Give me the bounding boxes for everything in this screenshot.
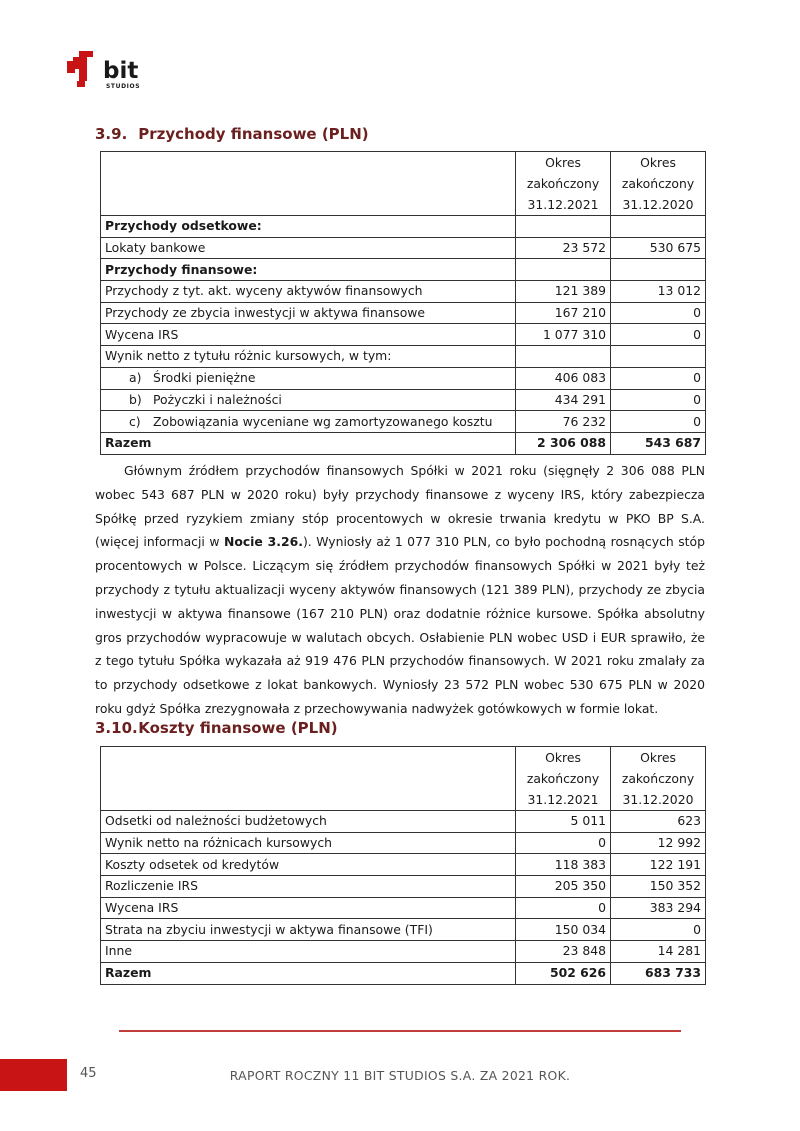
page-number: 45 xyxy=(80,1066,97,1081)
value-2021: 434 291 xyxy=(516,389,611,411)
row-label: Wynik netto na różnicach kursowych xyxy=(101,832,516,854)
row-label: Wycena IRS xyxy=(101,324,516,346)
header-text: 31.12.2020 xyxy=(622,197,694,212)
table-total-row xyxy=(101,432,706,454)
value-2021: 205 350 xyxy=(516,876,611,898)
finance-income-table xyxy=(100,151,706,455)
header-text: 31.12.2020 xyxy=(622,792,694,807)
value-2020: 0 xyxy=(611,919,706,941)
section-heading-finance-income xyxy=(95,125,369,143)
value-2021 xyxy=(516,346,611,368)
value-2021 xyxy=(516,216,611,238)
row-label: Rozliczenie IRS xyxy=(101,876,516,898)
value-2021: 23 848 xyxy=(516,941,611,963)
value-2020: 530 675 xyxy=(611,237,706,259)
row-label-cell xyxy=(101,411,516,433)
table-row xyxy=(101,302,706,324)
body-paragraph xyxy=(95,459,705,721)
row-label: Wycena IRS xyxy=(101,897,516,919)
value-2020 xyxy=(611,346,706,368)
row-label: Koszty odsetek od kredytów xyxy=(101,854,516,876)
row-label: Razem xyxy=(101,962,516,984)
row-label: Razem xyxy=(101,432,516,454)
value-2021: 23 572 xyxy=(516,237,611,259)
section-number: 3.10. xyxy=(95,719,138,737)
paragraph-text: ). Wyniosły aż 1 077 310 PLN, co było pochodną rosnących stóp procentowych w Polsce. Liczącym się źródłem przychodów finansowych Spółki w 2021 były też przychody z tytułu aktualizacji wyceny aktywów finansowych (121 389 PLN), przychody ze zbycia inwestycji w aktywa finansowe (167 210 PLN) oraz dodatnie różnice kursowe. Spółka absolutny gros przychodów wypracowuje w walutach obcych. Osłabienie PLN wobec USD i EUR sprawiło, że z tego tytułu Spółka wykazała aż 919 476 PLN przychodów finansowych. W 2021 roku zmalały za to przychody odsetkowe z lokat bankowych. Wyniosły 23 572 PLN wobec 530 675 PLN w 2020 roku gdyż Spółka zrezygnowała z przechowywania nadwyżek gotówkowych w formie lokat. xyxy=(95,534,705,716)
value-2021: 5 011 xyxy=(516,811,611,833)
header-text: 31.12.2021 xyxy=(527,197,599,212)
value-2021: 0 xyxy=(516,897,611,919)
table-row xyxy=(101,346,706,368)
row-label: Strata na zbyciu inwestycji w aktywa finansowe (TFI) xyxy=(101,919,516,941)
value-2020: 14 281 xyxy=(611,941,706,963)
row-label: Wynik netto z tytułu różnic kursowych, w tym: xyxy=(101,346,516,368)
value-2021: 406 083 xyxy=(516,367,611,389)
note-reference: Nocie 3.26. xyxy=(223,534,303,550)
value-2021: 118 383 xyxy=(516,854,611,876)
value-2020: 623 xyxy=(611,811,706,833)
table-row xyxy=(101,237,706,259)
value-2021: 150 034 xyxy=(516,919,611,941)
header-text: zakończony xyxy=(526,176,600,191)
row-label-cell xyxy=(101,389,516,411)
value-2020: 383 294 xyxy=(611,897,706,919)
value-2021: 76 232 xyxy=(516,411,611,433)
header-text: Okres xyxy=(545,750,581,765)
table-row xyxy=(101,259,706,281)
section-number: 3.9. xyxy=(95,125,128,143)
header-col-2021 xyxy=(516,747,611,811)
row-label: Lokaty bankowe xyxy=(101,237,516,259)
list-letter: b) xyxy=(129,391,142,407)
table-header-row xyxy=(101,152,706,216)
value-2020: 12 992 xyxy=(611,832,706,854)
header-col-2021 xyxy=(516,152,611,216)
table-row xyxy=(101,876,706,898)
value-2021 xyxy=(516,259,611,281)
table-row xyxy=(101,389,706,411)
value-2021: 502 626 xyxy=(516,962,611,984)
header-text: 31.12.2021 xyxy=(527,792,599,807)
table-row xyxy=(101,216,706,238)
row-label: Przychody z tyt. akt. wyceny aktywów finansowych xyxy=(101,281,516,303)
header-text: zakończony xyxy=(621,771,695,786)
table-row xyxy=(101,897,706,919)
header-col-2020 xyxy=(611,152,706,216)
row-label: Zobowiązania wyceniane wg zamortyzowanego kosztu xyxy=(153,413,493,429)
table-row xyxy=(101,919,706,941)
value-2020: 0 xyxy=(611,411,706,433)
header-col-2020 xyxy=(611,747,706,811)
section-title: Koszty finansowe (PLN) xyxy=(138,719,338,737)
section-heading-finance-costs xyxy=(95,719,338,737)
footer-divider xyxy=(119,1030,681,1032)
header-blank-cell xyxy=(101,747,516,811)
list-letter: c) xyxy=(129,413,141,429)
value-2020: 122 191 xyxy=(611,854,706,876)
table-total-row xyxy=(101,962,706,984)
value-2020 xyxy=(611,216,706,238)
row-label: Przychody finansowe: xyxy=(101,259,516,281)
value-2020: 543 687 xyxy=(611,432,706,454)
value-2020: 683 733 xyxy=(611,962,706,984)
footer-title: RAPORT ROCZNY 11 BIT STUDIOS S.A. ZA 2021 ROK. xyxy=(229,1068,571,1083)
header-text: Okres xyxy=(640,750,676,765)
section-title: Przychody finansowe (PLN) xyxy=(138,125,369,143)
header-text: Okres xyxy=(640,155,676,170)
row-label: Pożyczki i należności xyxy=(153,391,282,407)
value-2020: 0 xyxy=(611,389,706,411)
table-row xyxy=(101,811,706,833)
value-2021: 0 xyxy=(516,832,611,854)
value-2020: 0 xyxy=(611,367,706,389)
header-text: Okres xyxy=(545,155,581,170)
value-2020: 150 352 xyxy=(611,876,706,898)
logo-wordmark: bit xyxy=(103,58,139,84)
table-row xyxy=(101,832,706,854)
value-2020: 0 xyxy=(611,302,706,324)
header-text: zakończony xyxy=(621,176,695,191)
value-2021: 121 389 xyxy=(516,281,611,303)
row-label: Inne xyxy=(101,941,516,963)
row-label: Przychody odsetkowe: xyxy=(101,216,516,238)
paragraph-text: Głównym źródłem przychodów finansowych Spółki w 2021 roku (sięgnęły 2 306 088 PLN wobec 543 687 PLN w 2020 roku) były przychody finansowe z wyceny IRS, który zabezpiecza Spółkę przed ryzykiem zmiany stóp procentowych w okresie trwania kredytu w PKO BP S.A. (więcej informacji w xyxy=(95,463,705,550)
table-row xyxy=(101,854,706,876)
table-row xyxy=(101,411,706,433)
value-2020: 13 012 xyxy=(611,281,706,303)
header-text: zakończony xyxy=(526,771,600,786)
logo-subtitle: STUDIOS xyxy=(106,83,141,90)
row-label: Odsetki od należności budżetowych xyxy=(101,811,516,833)
table-row xyxy=(101,367,706,389)
value-2020 xyxy=(611,259,706,281)
table-header-row xyxy=(101,747,706,811)
row-label-cell xyxy=(101,367,516,389)
header-blank-cell xyxy=(101,152,516,216)
value-2021: 1 077 310 xyxy=(516,324,611,346)
value-2021: 167 210 xyxy=(516,302,611,324)
row-label: Środki pieniężne xyxy=(153,370,256,386)
list-letter: a) xyxy=(129,370,142,386)
row-label: Przychody ze zbycia inwestycji w aktywa finansowe xyxy=(101,302,516,324)
finance-costs-table xyxy=(100,746,706,985)
table-row xyxy=(101,324,706,346)
table-row xyxy=(101,941,706,963)
value-2020: 0 xyxy=(611,324,706,346)
value-2021: 2 306 088 xyxy=(516,432,611,454)
table-row xyxy=(101,281,706,303)
